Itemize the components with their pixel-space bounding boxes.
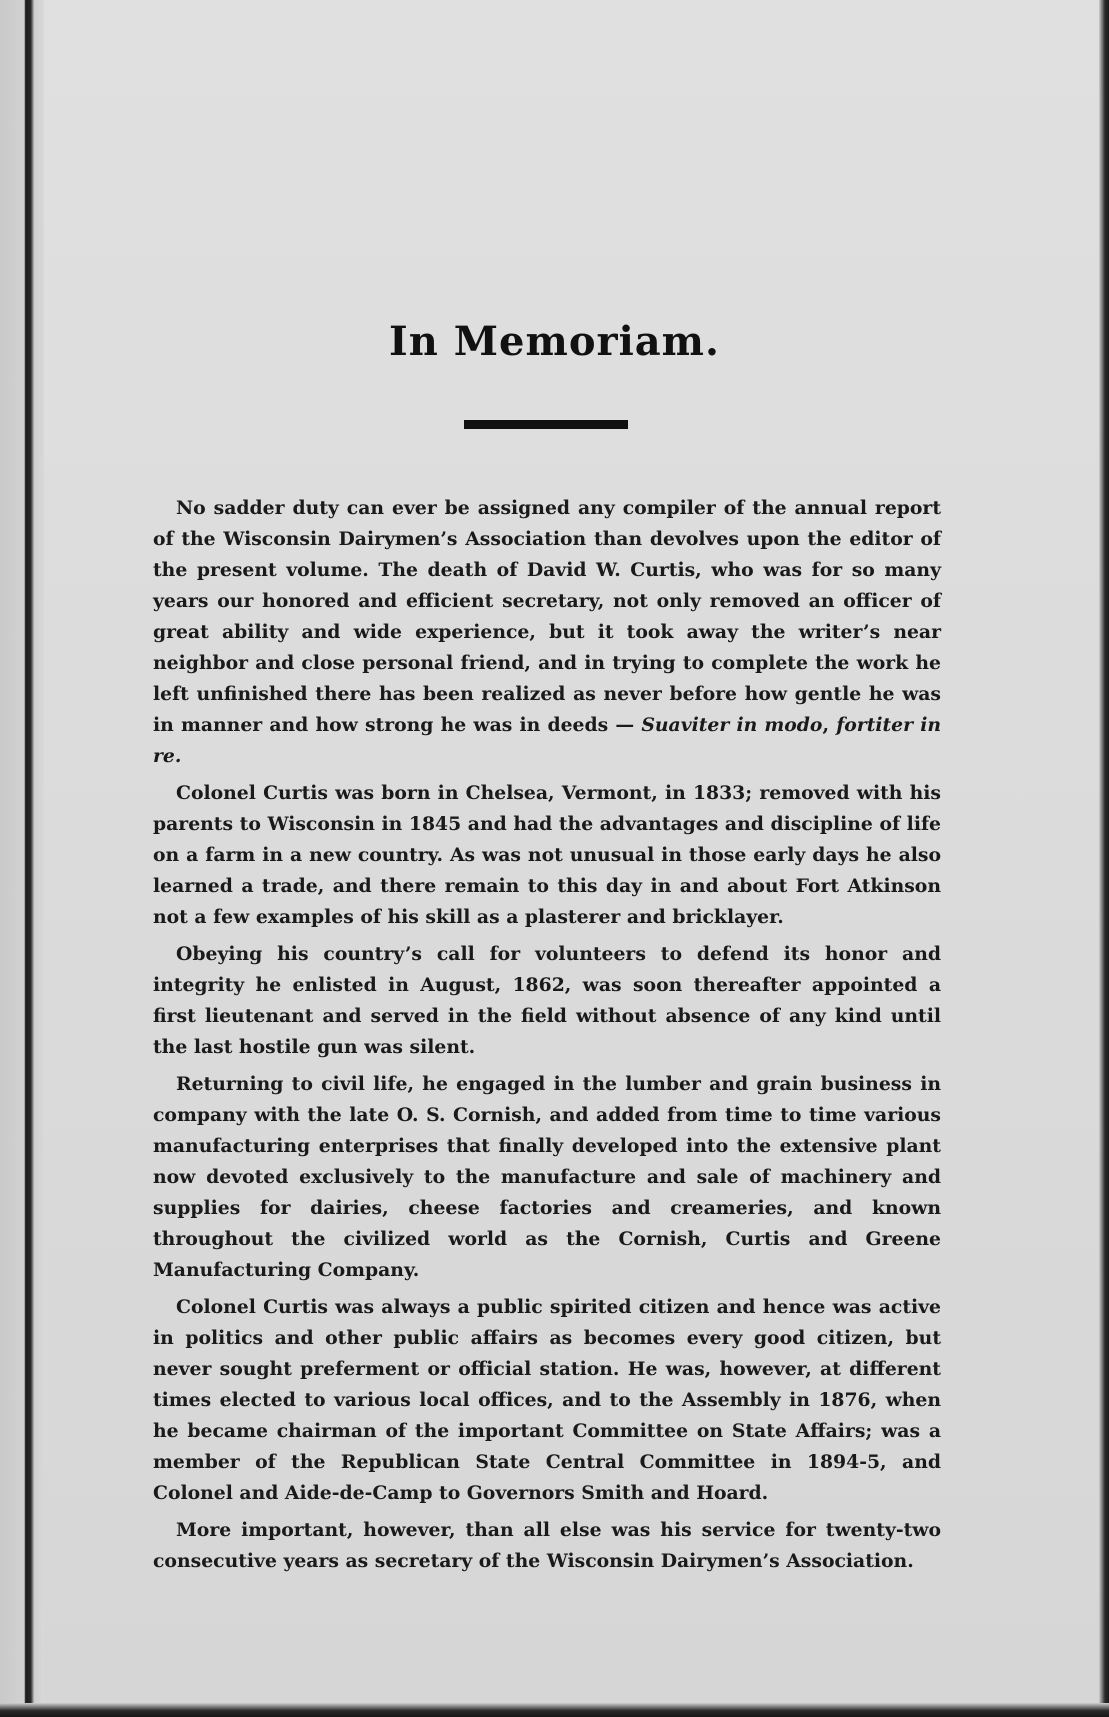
paragraph-3: Obeying his country’s call for volunteers to defend its honor and integrity he enlisted in August, 1862, was soon thereafter appointed a first lieutenant and served in the field without absence of any kind until the last hostile gun was silent.: [153, 943, 941, 1058]
page-right-edge: [1099, 0, 1109, 1717]
page-title: In Memoriam.: [389, 318, 720, 365]
latin-phrase-2: fortiter in re.: [153, 714, 941, 767]
paragraph-1-text: No sadder duty can ever be assigned any compiler of the annual report of the Wisconsin Dairymen’s Association than devolves upon the editor of the present volume. The death of David W. Curtis, who was for so many years our honored and efficient secretary, not only removed an officer of great ability and wide experience, but it took away the writer’s near neighbor and close personal friend, and in trying to complete the work he left unfinished there has been realized as never before how gentle he was in manner and how strong he was in deeds —: [153, 497, 941, 736]
book-binding-edge: [0, 0, 44, 1717]
title-rule-divider: [464, 420, 628, 429]
memorial-body: [153, 493, 941, 1583]
page-bottom-edge: [0, 1703, 1109, 1717]
paragraph-2: Colonel Curtis was born in Chelsea, Vermont, in 1833; removed with his parents to Wisconsin in 1845 and had the advantages and discipline of life on a farm in a new country. As was not unusual in those early days he also learned a trade, and there remain to this day in and about Fort Atkinson not a few examples of his skill as a plasterer and bricklayer.: [153, 782, 941, 928]
paragraph-1: [153, 493, 941, 772]
paragraph-5: Colonel Curtis was always a public spirited citizen and hence was active in politics and other public affairs as becomes every good citizen, but never sought preferment or official station. He was, however, at different times elected to various local offices, and to the Assembly in 1876, when he became chairman of the important Committee on State Affairs; was a member of the Republican State Central Committee in 1894-5, and Colonel and Aide-de-Camp to Governors Smith and Hoard.: [153, 1296, 941, 1504]
latin-separator: ,: [822, 714, 837, 736]
latin-phrase-1: Suaviter in modo: [641, 714, 823, 736]
paragraph-6: More important, however, than all else was his service for twenty-two consecutive years as secretary of the Wisconsin Dairymen’s Association.: [153, 1519, 941, 1572]
paragraph-4: Returning to civil life, he engaged in the lumber and grain business in company with the late O. S. Cornish, and added from time to time various manufacturing enterprises that finally developed into the extensive plant now devoted exclusively to the manufacture and sale of machinery and supplies for dairies, cheese factories and creameries, and known throughout the civilized world as the Cornish, Curtis and Greene Manufacturing Company.: [153, 1073, 941, 1281]
